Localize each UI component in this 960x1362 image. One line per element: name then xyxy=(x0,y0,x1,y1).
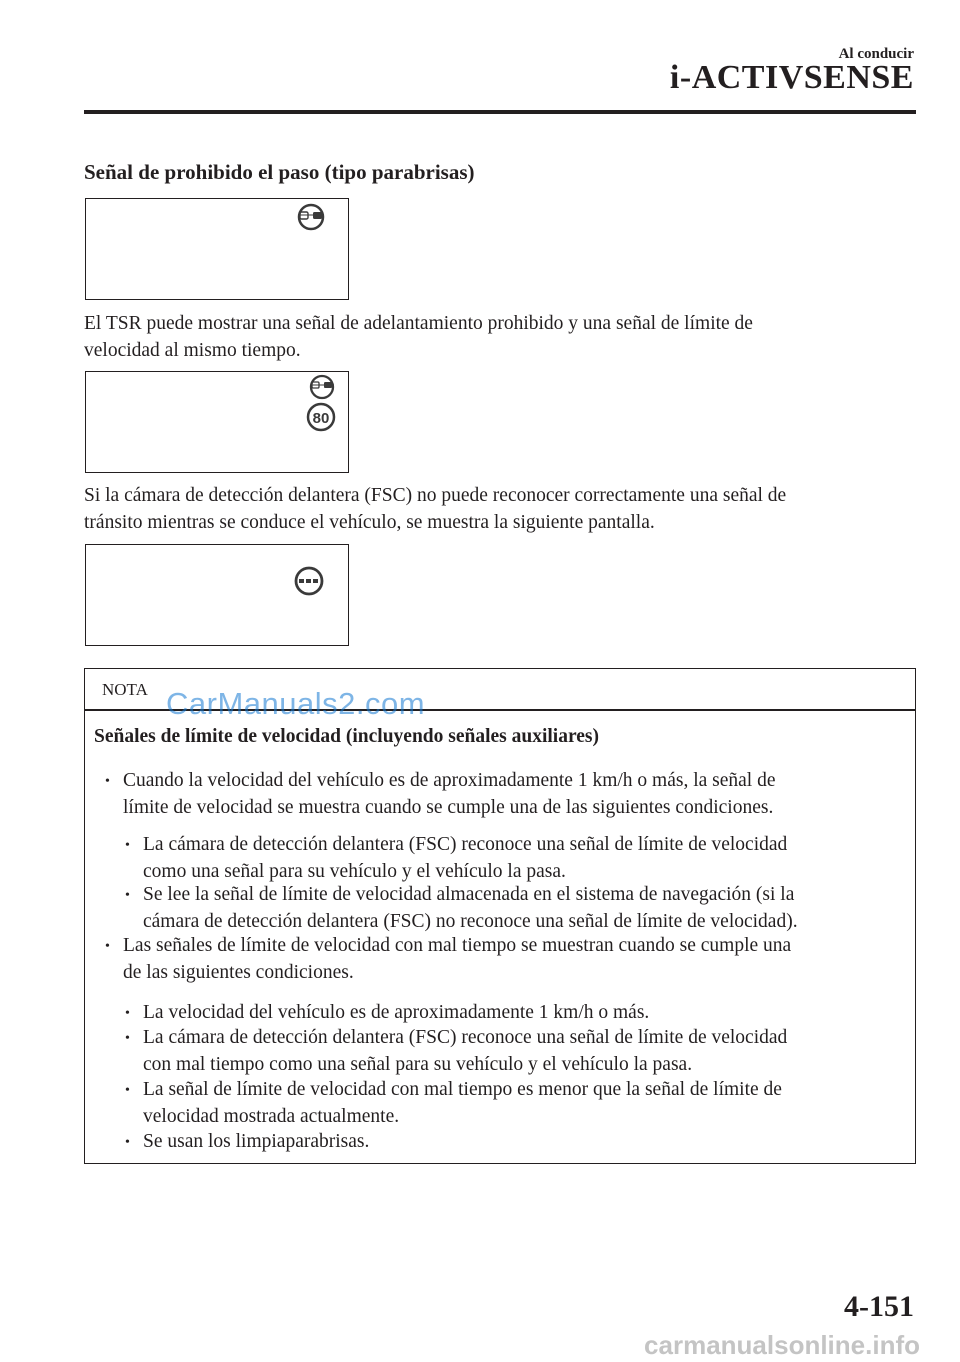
sub-bullet-1b-line-2: cámara de detección delantera (FSC) no reconoce una señal de límite de velocidad). xyxy=(143,911,798,932)
display-no-overtaking xyxy=(85,198,349,300)
sub-bullet-2b-line-1: La cámara de detección delantera (FSC) reconoce una señal de límite de velocidad xyxy=(143,1027,788,1048)
paragraph-1-line-2: velocidad al mismo tiempo. xyxy=(84,340,301,361)
bullet-dot-icon: • xyxy=(105,774,110,789)
bullet-dot-icon: • xyxy=(125,1006,130,1021)
sub-bullet-1a-line-1: La cámara de detección delantera (FSC) reconoce una señal de límite de velocidad xyxy=(143,834,788,855)
bullet-2-line-1: Las señales de límite de velocidad con mal tiempo se muestran cuando se cumple una xyxy=(123,935,792,956)
paragraph-2-line-1: Si la cámara de detección delantera (FSC) no puede reconocer correctamente una señal de xyxy=(84,485,787,506)
bullet-1-line-1: Cuando la velocidad del vehículo es de aproximadamente 1 km/h o más, la señal de xyxy=(123,770,776,791)
sub-bullet-2c-line-2: velocidad mostrada actualmente. xyxy=(143,1106,400,1127)
header-title: i-ACTIVSENSE xyxy=(669,59,914,96)
bullet-dot-icon: • xyxy=(125,838,130,853)
sub-bullet-2a-line-1: La velocidad del vehículo es de aproximadamente 1 km/h o más. xyxy=(143,1002,650,1023)
bullet-1-line-2: límite de velocidad se muestra cuando se cumple una de las siguientes condiciones. xyxy=(123,797,774,818)
header-section: Al conducir xyxy=(838,46,914,62)
sub-bullet-2b-line-2: con mal tiempo como una señal para su vehículo y el vehículo la pasa. xyxy=(143,1054,693,1075)
sub-bullet-1a-line-2: como una señal para su vehículo y el vehículo la pasa. xyxy=(143,861,566,882)
note-subtitle: Señales de límite de velocidad (incluyendo señales auxiliares) xyxy=(94,726,600,747)
footer-watermark: carmanualsonline.info xyxy=(644,1330,920,1360)
display-icons xyxy=(86,372,350,474)
header-rule xyxy=(84,110,916,114)
section-title: Señal de prohibido el paso (tipo parabrisas) xyxy=(84,160,475,184)
carmanuals-watermark: CarManuals2.com xyxy=(166,686,426,721)
unrecognized-sign-icon xyxy=(86,545,350,647)
note-label: NOTA xyxy=(102,680,148,699)
page-number: 4-151 xyxy=(844,1290,914,1323)
no-overtaking-icon xyxy=(86,199,350,301)
paragraph-2-line-2: tránsito mientras se conduce el vehículo, se muestra la siguiente pantalla. xyxy=(84,512,655,533)
bullet-dot-icon: • xyxy=(105,939,110,954)
bullet-2-line-2: de las siguientes condiciones. xyxy=(123,962,354,983)
display-unrecognized-sign xyxy=(85,544,349,646)
bullet-dot-icon: • xyxy=(125,1031,130,1046)
no-overtaking-icon xyxy=(310,376,334,398)
bullet-dot-icon: • xyxy=(125,1135,130,1150)
note-box xyxy=(84,668,916,1164)
speed-value: 80 xyxy=(312,410,330,427)
sub-bullet-2c-line-1: La señal de límite de velocidad con mal tiempo es menor que la señal de límite de xyxy=(143,1079,782,1100)
paragraph-1-line-1: El TSR puede mostrar una señal de adelantamiento prohibido y una señal de límite de xyxy=(84,313,753,334)
bullet-dot-icon: • xyxy=(125,888,130,903)
display-no-overtaking-speed-limit xyxy=(85,371,349,473)
sub-bullet-2d-line-1: Se usan los limpiaparabrisas. xyxy=(143,1131,370,1152)
speed-limit-icon xyxy=(308,404,334,430)
bullet-dot-icon: • xyxy=(125,1083,130,1098)
sub-bullet-1b-line-1: Se lee la señal de límite de velocidad almacenada en el sistema de navegación (si la xyxy=(143,884,795,905)
